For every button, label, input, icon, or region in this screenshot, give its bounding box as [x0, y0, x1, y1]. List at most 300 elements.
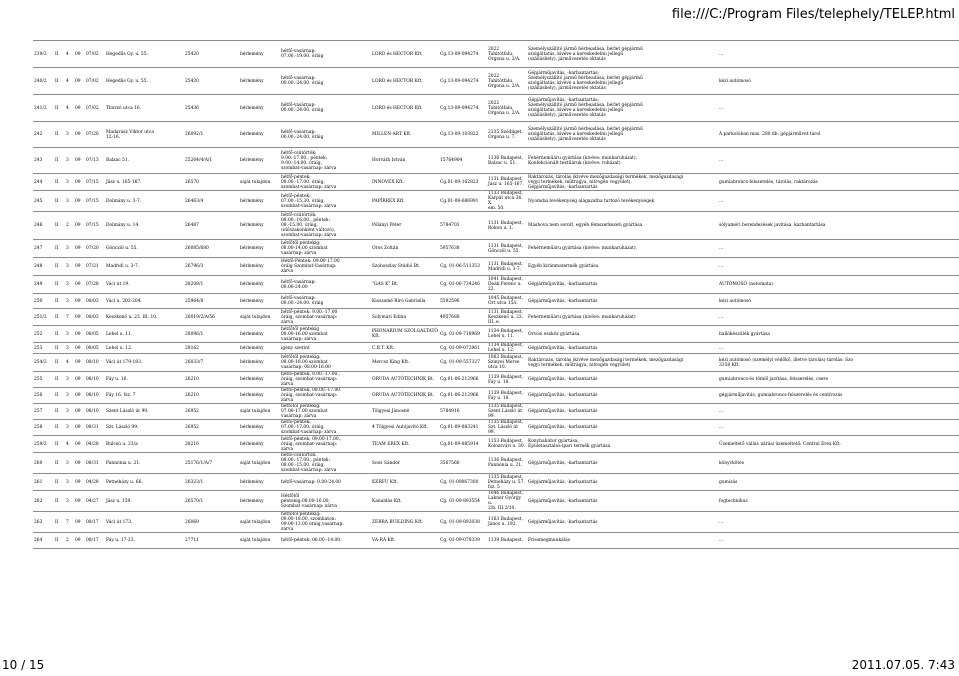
ownership-cell: bérlemény	[239, 276, 280, 294]
registration-no-cell: 15764904	[439, 148, 487, 174]
lot-number-cell: 26092/1	[184, 122, 239, 148]
activity-cell: Gépjárműjavítás, -karbantartás	[527, 276, 718, 294]
ownership-cell: bérlemény	[239, 95, 280, 122]
operator-name-cell: Mercsz King Kft.	[371, 354, 439, 372]
ownership-cell: bérlemény	[239, 191, 280, 212]
operator-address-cell: 1139 Budapest,	[487, 533, 527, 549]
lot-number-cell: 28208/1	[184, 276, 239, 294]
registration-no-cell: Cg.13-09-094274	[439, 95, 487, 122]
operator-address-cell: 1136 Budapest, Balzac u. 51.	[487, 148, 527, 174]
register-row	[33, 474, 959, 491]
opening-hours-cell: Hétfőtől péntekig:08.00-16.00, Szombat vasárnap: zárva	[280, 491, 371, 512]
ownership-cell: bérlemény	[239, 372, 280, 388]
date-cell: 08/05	[85, 343, 105, 354]
register-no: 254/2	[33, 354, 54, 372]
address-cell: Szent László út 99.	[105, 404, 184, 420]
registration-no-cell: Cg.13-09-103822	[439, 122, 487, 148]
zone-cell: 3	[65, 258, 74, 276]
opening-hours-cell: hétfő-péntek: 07.00.-17.00. óráig, szombat-vasárnap: zárva	[280, 420, 371, 436]
register-sheet	[33, 40, 953, 549]
district-cell: II	[54, 41, 65, 68]
date-cell: 07/15	[85, 174, 105, 191]
remarks-cell: gumiabroncs-és tömlő javítása, felszerelés, csere	[718, 372, 959, 388]
remarks-cell: hallókészülék gyártása	[718, 326, 959, 343]
register-no: 245	[33, 191, 54, 212]
remarks-cell: ...	[718, 148, 959, 174]
register-no: 255	[33, 372, 54, 388]
zone-cell: 2	[65, 533, 74, 549]
remarks-cell: sólyaméri berendezések javítása, karbantartása	[718, 212, 959, 240]
opening-hours-cell: hétfőtől péntekig: 08.00-18.00 szombat vasárnap: 08.00-16.00	[280, 354, 371, 372]
district-cell: II	[54, 309, 65, 326]
remarks-cell: A parkolóban max. 280 db. gépjárművet tárol	[718, 122, 959, 148]
district-cell: II	[54, 68, 65, 95]
lot-number-cell: 26796/3	[184, 258, 239, 276]
district-cell: II	[54, 533, 65, 549]
operator-address-cell: 1131 Budapest, Jász u. 165-167.	[487, 174, 527, 191]
date-cell: 08/31	[85, 420, 105, 436]
operator-name-cell: LORD és HECTOR Kft.	[371, 68, 439, 95]
activity-cell: Gépjárműjavítás, -karbantartás	[527, 388, 718, 404]
activity-cell: Gépjárműjavítás, -karbantartás	[527, 372, 718, 388]
district-cell: II	[54, 212, 65, 240]
date-cell: 07/15	[85, 191, 105, 212]
district-cell: II	[54, 491, 65, 512]
zone-cell: 3	[65, 122, 74, 148]
year-cell: 09	[74, 388, 85, 404]
register-row	[33, 212, 959, 240]
opening-hours-cell: hétfőtől péntekig: 09.00-18.00, szombaton: 09.00-13.00 óráig,vasárnap: zárva	[280, 512, 371, 533]
registration-no-cell: Cg. 01-09-072961	[439, 343, 487, 354]
register-row	[33, 420, 959, 436]
register-row	[33, 148, 959, 174]
address-cell: Balzac 51.	[105, 148, 184, 174]
address-cell: Gönczöl u. 55.	[105, 240, 184, 258]
operator-name-cell: Kanaldás Kft.	[371, 491, 439, 512]
activity-cell: Fehérneműáru gyártása (kivéve: munkaruházat), Konfekcionált textiláruk (kivéve: ruházat)	[527, 148, 718, 174]
zone-cell: 3	[65, 372, 74, 388]
page-number: 10 / 15	[2, 658, 45, 672]
district-cell: II	[54, 258, 65, 276]
ownership-cell: bérlemény	[239, 343, 280, 354]
registration-no-cell: Cg.01-06-212966	[439, 388, 487, 404]
ownership-cell: bérlemény	[239, 354, 280, 372]
register-row	[33, 533, 959, 549]
lot-number-cell: 26210	[184, 388, 239, 404]
activity-cell: Fehérneműáru gyártása (kivéve: munkaruházat),	[527, 240, 718, 258]
activity-cell: Gépjárműjavítás, -karbantartás	[527, 404, 718, 420]
operator-address-cell: 2135 Szódliget, Orgona u. 7.	[487, 122, 527, 148]
lot-number-cell: 25264/4/A/1	[184, 148, 239, 174]
register-no: 263	[33, 512, 54, 533]
remarks-cell: ...	[718, 240, 959, 258]
lot-number-cell: 26085/680	[184, 240, 239, 258]
operator-address-cell: 1131 Budapest, Rokon u. 1.	[487, 212, 527, 240]
ownership-cell: bérlemény	[239, 212, 280, 240]
operator-name-cell: ORUDA AUTÓTECHNIK Bt.	[371, 388, 439, 404]
lot-number-cell: 26033/7	[184, 354, 239, 372]
register-row	[33, 95, 959, 122]
opening-hours-cell: hétfő-vasárnap: 00.00.-24.00. óráig	[280, 68, 371, 95]
date-cell: 07/02	[85, 95, 105, 122]
registration-no-cell: Cg. 01-06-511353	[439, 258, 487, 276]
opening-hours-cell: hétfő-vasárnap: 00.00.-24.00. óráig	[280, 294, 371, 309]
district-cell: II	[54, 436, 65, 453]
zone-cell: 3	[65, 240, 74, 258]
activity-cell: Gépjárműjavítás, -karbantartás	[527, 474, 718, 491]
operator-address-cell: 1153 Budapest, Kolozsvári u. 30.	[487, 436, 527, 453]
lot-number-cell: 25436	[184, 95, 239, 122]
activity-cell: Fehérneműáru gyártása (kivéve: munkaruházat)	[527, 309, 718, 326]
remarks-cell: AUTÓMOSÓ (automata)	[718, 276, 959, 294]
remarks-cell: kézi autómosó (személyi védőkő, illetve tárolás) tárolás: Szo 3358 Kft.	[718, 354, 959, 372]
lot-number-cell: 28216	[184, 436, 239, 453]
address-cell: Váci u. 202-204.	[105, 294, 184, 309]
operator-address-cell: 1135 Budapest, Petneházy u. 57. fsz. 5	[487, 474, 527, 491]
zone-cell: 4	[65, 354, 74, 372]
register-no: 242	[33, 122, 54, 148]
register-no: 258	[33, 420, 54, 436]
operator-name-cell: Kisszamé Bíró Gabriella	[371, 294, 439, 309]
date-cell: 07/02	[85, 41, 105, 68]
operator-address-cell: 1046 Budapest, Lakner György u. 2/b. III.2/10.	[487, 491, 527, 512]
address-cell: Bulcsú u. 23/a	[105, 436, 184, 453]
remarks-cell: ...	[718, 420, 959, 436]
operator-address-cell: 1131 Budapest, Keszkenő u. 23. III. e.	[487, 309, 527, 326]
opening-hours-cell: hétfő-vasárnap: 00.00.-24.00. óráig	[280, 122, 371, 148]
register-row	[33, 41, 959, 68]
operator-address-cell: 1045 Budapest, Órt utca 15/i.	[487, 294, 527, 309]
operator-name-cell: ZEBRA BUILDING Kft.	[371, 512, 439, 533]
registration-no-cell: 3567566	[439, 453, 487, 474]
zone-cell: 4	[65, 95, 74, 122]
district-cell: II	[54, 354, 65, 372]
registration-no-cell: Cg.01-09-883241	[439, 420, 487, 436]
lot-number-cell: 26570/1	[184, 491, 239, 512]
lot-number-cell: 28096/1	[184, 326, 239, 343]
operator-address-cell: 1135 Budapest, Szt. László út 99.	[487, 420, 527, 436]
opening-hours-cell: hétfő-csütörtök: 08.00.-16.00., péntek: 08.-15.00. óráig, (időszakonként változó), szombat-vasárnap: zárva	[280, 212, 371, 240]
date-cell: 08/17	[85, 533, 105, 549]
address-cell: Lehel u. 12.	[105, 343, 184, 354]
ownership-cell: bérlemény	[239, 122, 280, 148]
remarks-cell: kézi autómosó	[718, 294, 959, 309]
zone-cell: 3	[65, 404, 74, 420]
register-row	[33, 404, 959, 420]
district-cell: II	[54, 372, 65, 388]
premises-register-table	[33, 40, 959, 549]
remarks-cell: ...	[718, 41, 959, 68]
zone-cell: 3	[65, 148, 74, 174]
zone-cell: 3	[65, 474, 74, 491]
register-no: 250	[33, 294, 54, 309]
year-cell: 09	[74, 95, 85, 122]
operator-name-cell: TEAM EREX Kft.	[371, 436, 439, 453]
address-cell: Fáy u. 17-23.	[105, 533, 184, 549]
register-no: 239/2	[33, 41, 54, 68]
register-no: 259/2	[33, 436, 54, 453]
ownership-cell: bérlemény	[239, 420, 280, 436]
register-row	[33, 294, 959, 309]
operator-address-cell: 1136 Budapest, Pannónia u. 21.	[487, 453, 527, 474]
address-cell: Hegedűs Gy. u. 55.	[105, 41, 184, 68]
register-row	[33, 174, 959, 191]
ownership-cell: bérlemény	[239, 388, 280, 404]
year-cell: 09	[74, 212, 85, 240]
register-row	[33, 122, 959, 148]
operator-address-cell: 1134 Budapest, Lehel u. 12.	[487, 343, 527, 354]
year-cell: 09	[74, 174, 85, 191]
district-cell: II	[54, 276, 65, 294]
operator-address-cell: 1139 Budapest, Fáy u. 18.	[487, 372, 527, 388]
year-cell: 09	[74, 420, 85, 436]
lot-number-cell: 26952	[184, 420, 239, 436]
zone-cell: 7	[65, 309, 74, 326]
registration-no-cell: Cg. 01-09-893554	[439, 491, 487, 512]
ownership-cell: bérlemény	[239, 474, 280, 491]
register-no: 247	[33, 240, 54, 258]
year-cell: 09	[74, 436, 85, 453]
remarks-cell: ...	[718, 191, 959, 212]
operator-name-cell: Pólányi Péter	[371, 212, 439, 240]
ownership-cell: saját tulajdon	[239, 533, 280, 549]
register-no: 240/2	[33, 68, 54, 95]
opening-hours-cell: hétfő-péntek: 08.00.-17.00. óráig, szombat-vasárnap: zárva	[280, 388, 371, 404]
operator-address-cell: 1131 Budapest, Madridi u. 3-7.	[487, 258, 527, 276]
registration-no-cell: Cg. 01-06-734246	[439, 276, 487, 294]
register-no: 261	[33, 474, 54, 491]
zone-cell: 3	[65, 294, 74, 309]
remarks-cell: könyvkötés	[718, 453, 959, 474]
activity-cell: Személyszállító jármű bérbeadása, bérlet gépjármű szolgáltatás, kivéve a kereskedelmi jellegű (szálláshely), járművezetés oktatás	[527, 41, 718, 68]
year-cell: 09	[74, 294, 85, 309]
remarks-cell: gumiabroncs-felszerelés, tárolás, raktározás	[718, 174, 959, 191]
operator-address-cell: 1135 Budapest, Szent László út 99.	[487, 404, 527, 420]
address-cell: Dolmány u. 3-7.	[105, 191, 184, 212]
activity-cell: Gépjárműjavítás, -karbantartás	[527, 343, 718, 354]
address-cell: Váci út 173.	[105, 512, 184, 533]
activity-cell: Gépjárműjavítás, -karbantartás	[527, 453, 718, 474]
date-cell: 08/03	[85, 294, 105, 309]
opening-hours-cell: Hétfő-Péntek: 09.00-17.00 óráig Szombat-Vasárnap: zárva	[280, 258, 371, 276]
operator-name-cell: 4 Tölgyesi Autójavító Kft.	[371, 420, 439, 436]
register-no: 249	[33, 276, 54, 294]
lot-number-cell: 26019/2/A/56	[184, 309, 239, 326]
opening-hours-cell: hétfő-péntek: 08.00.-17.00. óráig, szombat-vasárnap: zárva	[280, 174, 371, 191]
district-cell: II	[54, 512, 65, 533]
register-row	[33, 491, 959, 512]
registration-no-cell: Cg.01-09-885914	[439, 436, 487, 453]
lot-number-cell: 26069	[184, 512, 239, 533]
date-cell: 08/05	[85, 326, 105, 343]
register-row	[33, 326, 959, 343]
ownership-cell: bérlemény	[239, 258, 280, 276]
print-timestamp: 2011.07.05. 7:43	[851, 658, 955, 672]
register-no: 248	[33, 258, 54, 276]
year-cell: 09	[74, 191, 85, 212]
ownership-cell: bérlemény	[239, 436, 280, 453]
register-row	[33, 258, 959, 276]
zone-cell: 3	[65, 420, 74, 436]
address-cell: Dolmány u. 14.	[105, 212, 184, 240]
address-cell: Petneházy u. 66.	[105, 474, 184, 491]
ownership-cell: bérlemény	[239, 294, 280, 309]
register-no: 246	[33, 212, 54, 240]
lot-number-cell: 25964/8	[184, 294, 239, 309]
zone-cell: 3	[65, 326, 74, 343]
district-cell: II	[54, 122, 65, 148]
activity-cell: Konyhabútor gyártása, Épületasztalos-ipari termék gyártása	[527, 436, 718, 453]
opening-hours-cell: hétfő-vasárnap: 00.00.-24.00. óráig	[280, 95, 371, 122]
opening-hours-cell: hétfő-péntek: 07.00.-15.30. óráig, szombat-vasárnap: zárva	[280, 191, 371, 212]
activity-cell: Orvosi eszköz gyártása	[527, 326, 718, 343]
address-cell: Jász u. 165-167.	[105, 174, 184, 191]
registration-no-cell: Cg.01-09-162823	[439, 174, 487, 191]
operator-name-cell: Szoboszlay Stúdió Bt.	[371, 258, 439, 276]
lot-number-cell: 26463/4	[184, 191, 239, 212]
address-cell: Pannónia u. 21.	[105, 453, 184, 474]
operator-name-cell: Soós Sándor	[371, 453, 439, 474]
activity-cell: Gépjárműjavítás, -karbantartás; Személyszállító jármű bérbeadása, bérlet gépjármű szolgáltatás, kivéve a kereskedelmi jellegű (szálláshely), járművezetés oktatás	[527, 68, 718, 95]
register-no: 253	[33, 343, 54, 354]
date-cell: 07/15	[85, 212, 105, 240]
opening-hours-cell: hétfő-vasárnap: 07.00.-19.00. óráig	[280, 41, 371, 68]
opening-hours-cell: hétfő-péntek: 09.00-17.00., óráig, szombat-vasárnap: zárva	[280, 436, 371, 453]
register-no: 243	[33, 148, 54, 174]
district-cell: II	[54, 343, 65, 354]
operator-name-cell: "GAS K" Bt.	[371, 276, 439, 294]
register-row	[33, 354, 959, 372]
address-cell: Jász u. 159.	[105, 491, 184, 512]
district-cell: II	[54, 326, 65, 343]
operator-address-cell: 2022 Tahitótfalu, Orgona u. 2/A.	[487, 95, 527, 122]
date-cell: 08/31	[85, 453, 105, 474]
remarks-cell: ...	[718, 533, 959, 549]
year-cell: 09	[74, 354, 85, 372]
operator-address-cell: 2022 Tahitótfalu, Orgona u. 2/A.	[487, 41, 527, 68]
address-cell: Thurzó utca 16.	[105, 95, 184, 122]
register-row	[33, 68, 959, 95]
register-row	[33, 240, 959, 258]
ownership-cell: saját tulajdon	[239, 309, 280, 326]
registration-no-cell: Cg. 01-09-078339	[439, 533, 487, 549]
ownership-cell: bérlemény	[239, 41, 280, 68]
zone-cell: 3	[65, 343, 74, 354]
date-cell: 07/21	[85, 258, 105, 276]
date-cell: 04/28	[85, 474, 105, 491]
address-cell: Keszkenő u. 23. III. 10.	[105, 309, 184, 326]
operator-address-cell: 1133 Budapest, Kárpát utca 36. X. em. 50.	[487, 191, 527, 212]
opening-hours-cell: hétfő-péntek: 9.00.-17.00 óráig, szombat-vasárnap: zárva	[280, 309, 371, 326]
operator-address-cell: 1163 Budapest, János u. 192.	[487, 512, 527, 533]
zone-cell: 3	[65, 174, 74, 191]
activity-cell: Gépjárműjavítás, -karbantartás; Személyszállító jármű bérbeadása, bérlet gépjármű szolgáltatás, kivéve a kereskedelmi jellegű (szálláshely), járművezetés oktatás	[527, 95, 718, 122]
lot-number-cell: 26952	[184, 404, 239, 420]
register-no: 257	[33, 404, 54, 420]
ownership-cell: bérlemény	[239, 240, 280, 258]
remarks-cell: Üzemeltető vállal: zárási üzemeltető: Central Erex Kft.	[718, 436, 959, 453]
remarks-cell: ...	[718, 95, 959, 122]
district-cell: II	[54, 174, 65, 191]
operator-name-cell: Horváth István	[371, 148, 439, 174]
district-cell: II	[54, 191, 65, 212]
registration-no-cell: 5592596	[439, 294, 487, 309]
register-row	[33, 343, 959, 354]
operator-address-cell: 1134 Budapest, Lehel u. 11.	[487, 326, 527, 343]
zone-cell: 3	[65, 276, 74, 294]
registration-no-cell: Cg. 01-09-893038	[439, 512, 487, 533]
opening-hours-cell: hétfőtől péntekig 08.00-16.00 szombat vasárnap: zárva	[280, 326, 371, 343]
remarks-cell: gumizás	[718, 474, 959, 491]
activity-cell: Egyéb kiránmatermék gyártása	[527, 258, 718, 276]
registration-no-cell: Cg. 01-09-557327	[439, 354, 487, 372]
register-row	[33, 453, 959, 474]
registration-no-cell: Cg.01-06-212966	[439, 372, 487, 388]
ownership-cell: bérlemény	[239, 326, 280, 343]
ownership-cell: bérlemény	[239, 491, 280, 512]
lot-number-cell: 25420	[184, 41, 239, 68]
year-cell: 09	[74, 372, 85, 388]
zone-cell: 3	[65, 191, 74, 212]
opening-hours-cell: hétfőtől péntekig: 07.00-17.00 szombat vasárnap: zárva	[280, 404, 371, 420]
date-cell: 07/20	[85, 240, 105, 258]
remarks-cell: fogtechnikus	[718, 491, 959, 512]
address-cell: Hegedűs Gy. u. 55.	[105, 68, 184, 95]
activity-cell: Raktározás, tárolás (kivéve mezőgazdasági termékek, mezőgazdasági vegyi termékek, műtrágya, nitrogén vegyület), Gépjárműjavítás, -karbantartás	[527, 174, 718, 191]
year-cell: 09	[74, 240, 85, 258]
registration-no-cell: Cg.13-09-094274	[439, 68, 487, 95]
district-cell: II	[54, 294, 65, 309]
opening-hours-cell: hétfő-vasárnap: 0.00-24.00	[280, 474, 371, 491]
district-cell: II	[54, 148, 65, 174]
operator-name-cell: PHONARIUM SZOLGÁLTATÓ Kft.	[371, 326, 439, 343]
register-row	[33, 512, 959, 533]
opening-hours-cell: hétfőtől péntekig: 08.00-14.00 szombat vasárnap: zárva	[280, 240, 371, 258]
operator-address-cell: 1041 Budapest, Deák Ferenc u. 22.	[487, 276, 527, 294]
registration-no-cell: Cg. 01-09067300	[439, 474, 487, 491]
date-cell: 08/17	[85, 512, 105, 533]
register-no: 252	[33, 326, 54, 343]
operator-name-cell: Tölgyesi Jánosné	[371, 404, 439, 420]
year-cell: 09	[74, 122, 85, 148]
district-cell: II	[54, 95, 65, 122]
ownership-cell: saját tulajdon	[239, 512, 280, 533]
year-cell: 09	[74, 474, 85, 491]
operator-name-cell: INNOVEX Kft.	[371, 174, 439, 191]
year-cell: 09	[74, 41, 85, 68]
zone-cell: 3	[65, 491, 74, 512]
zone-cell: 3	[65, 453, 74, 474]
activity-cell: Gépjárműjavítás, -karbantartás	[527, 294, 718, 309]
registration-no-cell: Cg. 01-09-718969	[439, 326, 487, 343]
year-cell: 09	[74, 343, 85, 354]
lot-number-cell: 25420	[184, 68, 239, 95]
ownership-cell: bérlemény	[239, 68, 280, 95]
year-cell: 09	[74, 326, 85, 343]
register-no: 241/2	[33, 95, 54, 122]
registration-no-cell: 5957638	[439, 240, 487, 258]
activity-cell: Gépjárműjavítás, -karbantartás	[527, 491, 718, 512]
year-cell: 09	[74, 258, 85, 276]
activity-cell: Frissmegmunkálás	[527, 533, 718, 549]
opening-hours-cell: hétfő-csütörtök: 9.00.-17.00., péntek: 9.00.-14.00. óráig, szombat-vasárnap: zárva	[280, 148, 371, 174]
district-cell: II	[54, 388, 65, 404]
operator-address-cell: 2022 Tahitótfalu, Orgona u. 2/A.	[487, 68, 527, 95]
opening-hours-cell: igény szerint	[280, 343, 371, 354]
date-cell: 08/03	[85, 309, 105, 326]
ownership-cell: saját tulajdon	[239, 453, 280, 474]
registration-no-cell: 4957688	[439, 309, 487, 326]
